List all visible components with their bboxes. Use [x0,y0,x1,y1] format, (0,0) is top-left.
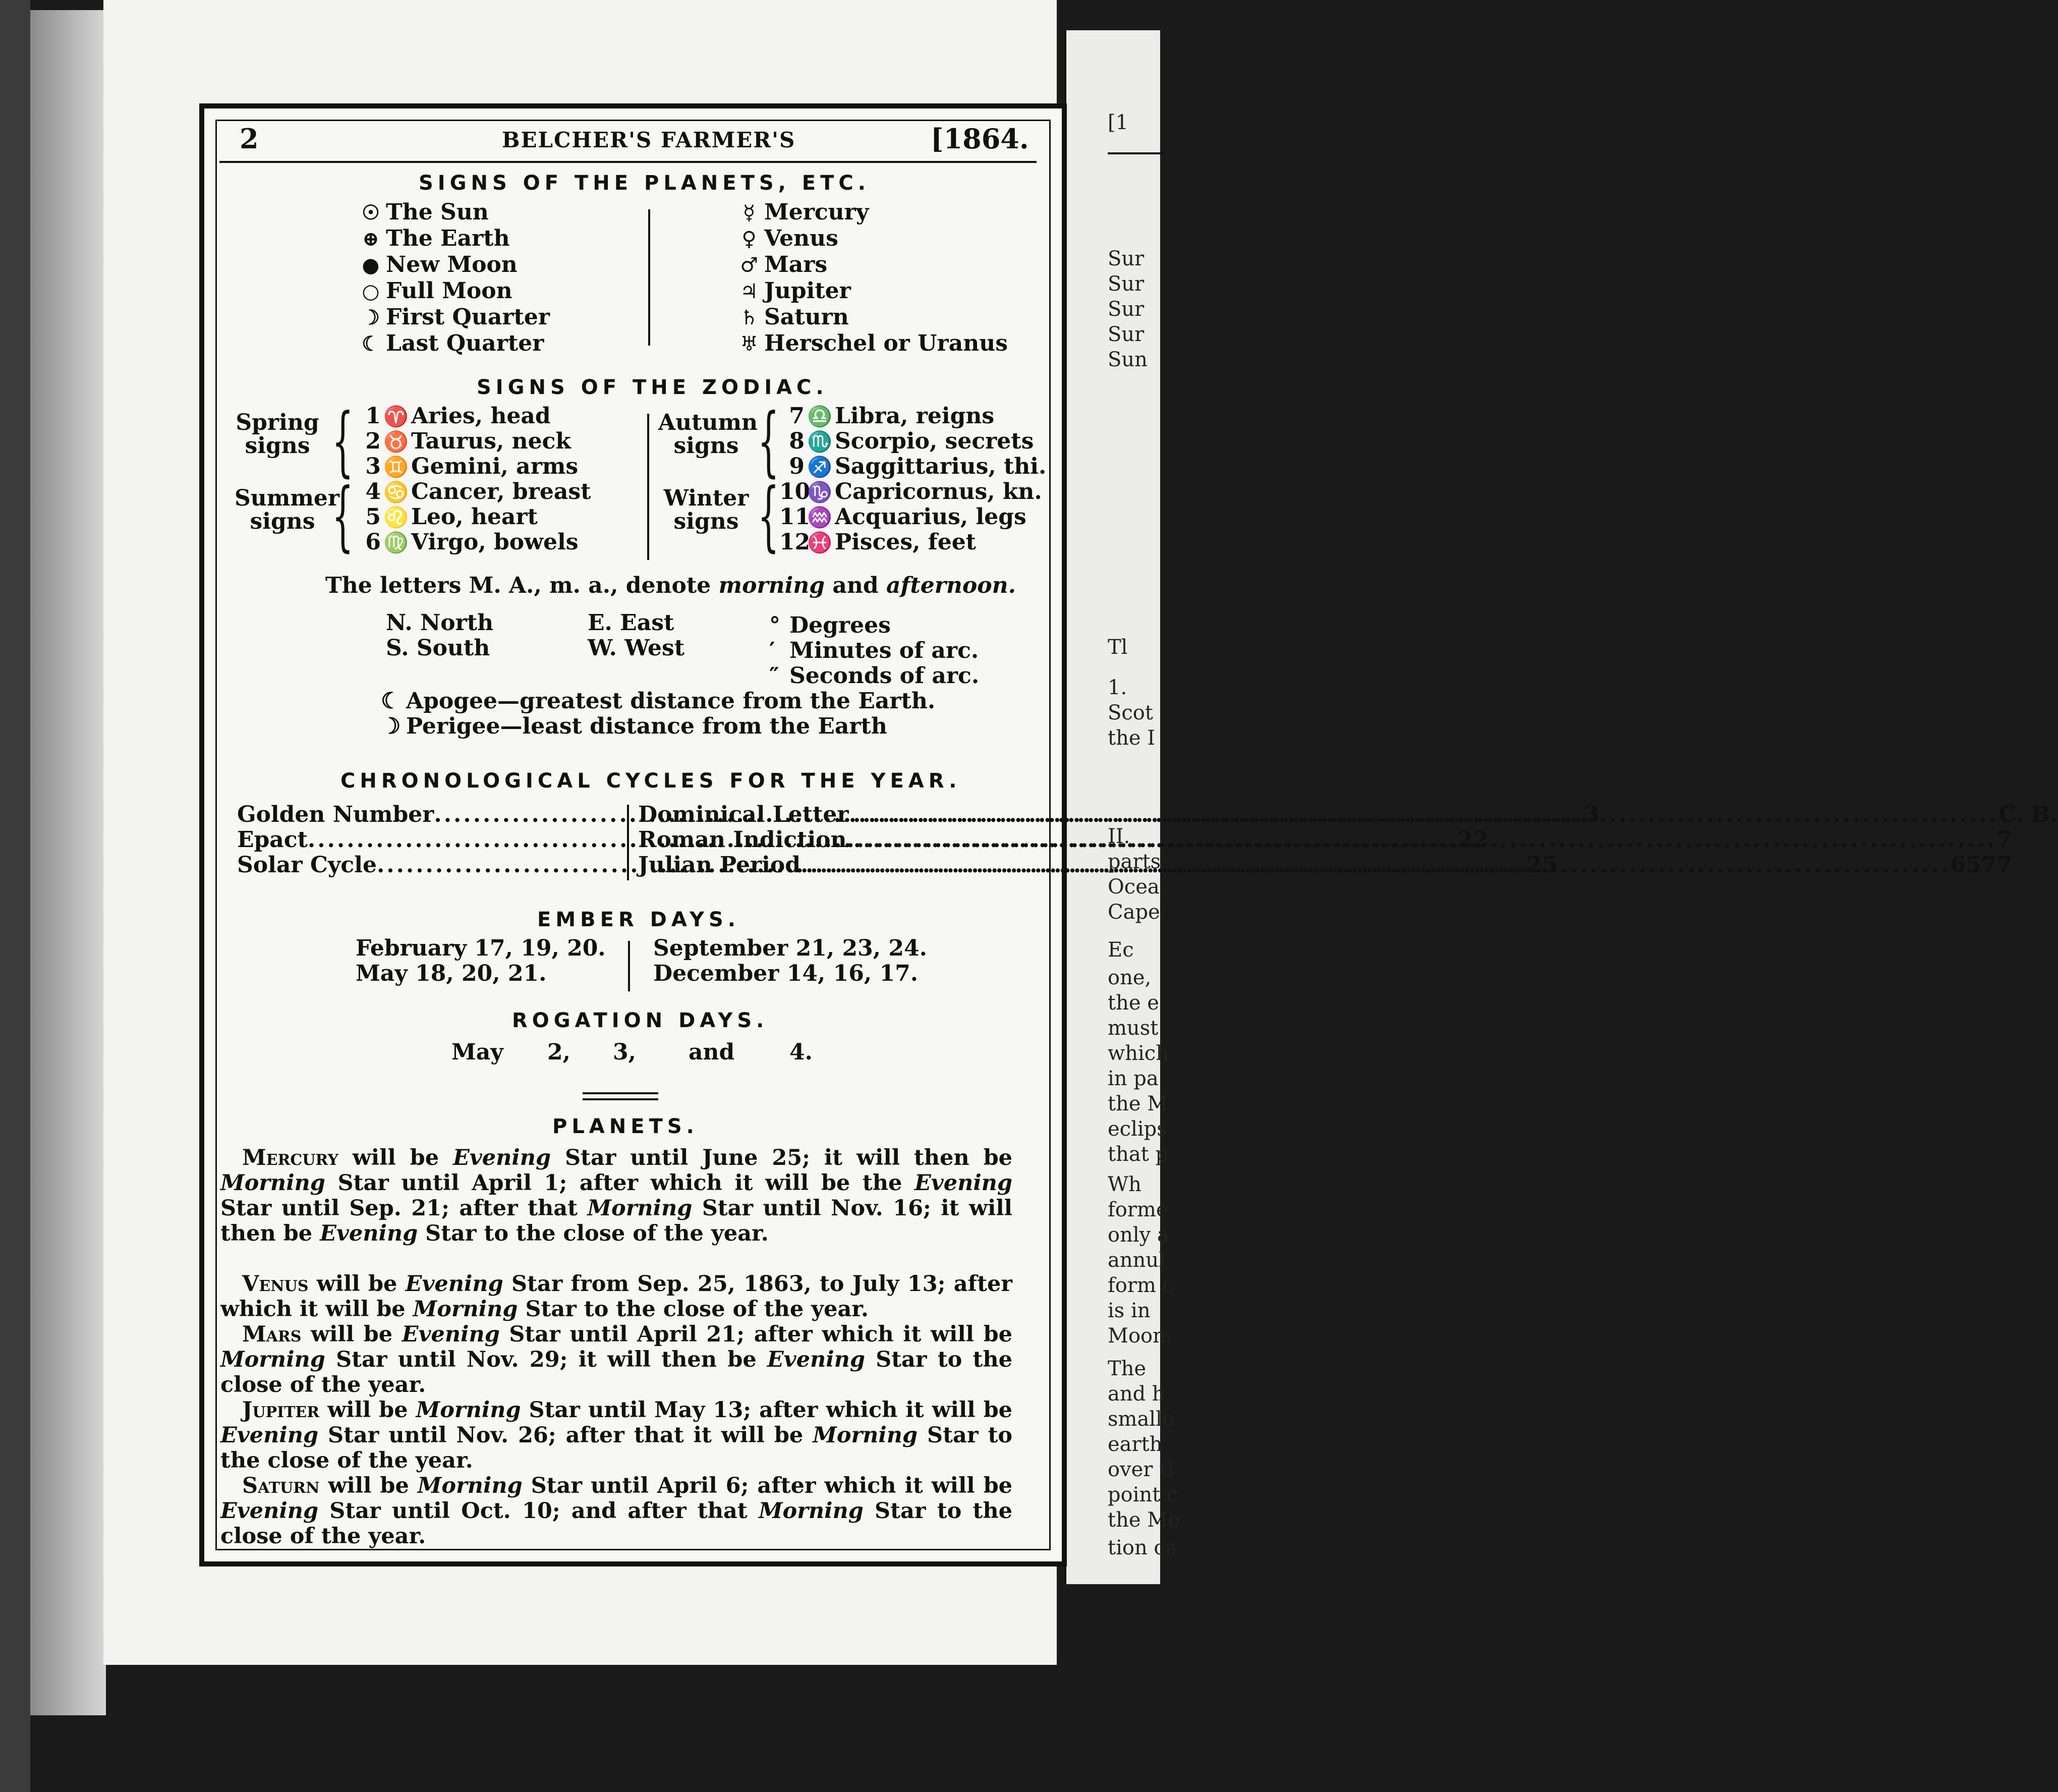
mercury-italic-4: Morning [587,1196,693,1221]
zodiac-label: Scorpio, secrets [835,428,1034,454]
mercury-text-2: Star until June 25; it will then be [551,1145,1012,1170]
ember-days-dec: December 14, 16, 17. [653,961,919,986]
planet-sign-row [734,199,1008,226]
zodiac-label: Aries, head [411,403,551,429]
dot-leader [847,827,1997,853]
arc-abbrev-text: Degrees [789,612,891,638]
ember-days-may: May 18, 20, 21. [356,961,547,986]
facing-page-text: that p [1108,1143,1169,1166]
zodiac-number: 12 [779,529,811,555]
facing-page-text: Wh [1108,1173,1141,1196]
zodiac-number: 4 [365,479,381,505]
zodiac-label: Leo, heart [411,504,538,530]
libra-icon: ♎ [807,405,832,428]
mars-text-1: will be [301,1322,402,1347]
planet-signs-divider [648,209,650,346]
winter-signs-label: Winter signs [663,485,749,534]
zodiac-row [779,505,1046,530]
letters-note-morning: morning [718,573,825,598]
scorpio-icon: ♏ [807,430,832,454]
jupiter-paragraph [220,1397,1012,1473]
aquarius-icon: ♒ [807,506,832,529]
zodiac-label: Gemini, arms [411,454,579,479]
cycle-label: Golden Number [237,802,434,827]
zodiac-number: 2 [365,428,381,454]
ember-days-left [356,936,606,986]
cycle-label: Dominical Letter [638,802,849,827]
page-gutter [30,10,106,1715]
apsis-text: Apogee—greatest distance from the Earth. [406,688,936,714]
facing-page-text: smalle [1108,1408,1174,1431]
zodiac-right-list [779,404,1046,555]
book-edge [0,0,30,1792]
mars-text-3: Star until Nov. 29; it will then be [325,1347,767,1372]
zodiac-row [779,479,1046,505]
zodiac-number: 3 [365,454,381,479]
mars-italic-2: Morning [220,1347,325,1372]
header-rule [219,161,1037,163]
planet-sign-row [356,304,550,330]
facing-page-text: over tl [1108,1458,1174,1481]
venus-icon: ♀ [741,227,757,251]
new-moon-icon: ● [362,253,380,277]
cycle-value: 22 [1457,827,1489,853]
rogation-and: and [689,1039,735,1065]
zodiac-label: Virgo, bowels [411,529,579,555]
planet-sign-row [356,330,550,357]
virgo-icon: ♍ [383,531,409,554]
mars-italic-1: Evening [402,1322,500,1347]
jupiter-text-2: Star until May 13; after which it will be [521,1397,1012,1423]
planet-sign-row [356,278,550,304]
zodiac-row [356,479,591,505]
perigee-moon-icon: ☽ [381,713,401,739]
ornament-rule-top [583,1092,658,1094]
degrees-abbrev [769,613,979,638]
capricorn-icon: ♑ [807,480,832,504]
cycle-label: Roman Indiction [638,827,847,853]
zodiac-number: 9 [789,454,805,479]
ember-days-feb: February 17, 19, 20. [356,935,606,961]
abbrev-north: N. North [386,610,494,636]
letters-note-and: and [832,573,879,598]
sagittarius-icon: ♐ [807,455,832,479]
ember-days-sep: September 21, 23, 24. [653,935,927,961]
mercury-paragraph [220,1145,1012,1246]
zodiac-label: Capricornus, kn. [835,479,1042,505]
cycle-value: 6577 [1950,852,2013,878]
planet-sign-label: Full Moon [386,278,512,304]
saturn-name: Saturn [242,1473,320,1498]
zodiac-label: Saggittarius, thi. [835,454,1047,479]
mars-text-4: Star to the close of the year. [220,1347,1012,1397]
abbrev-east: E. East [588,610,674,636]
zodiac-row [356,530,591,555]
facing-page-text: Sur [1108,323,1145,346]
saturn-text-4: Star to the close of the year. [220,1498,1012,1549]
mercury-name: Mercury [242,1145,338,1170]
facing-page-text: The [1108,1357,1147,1380]
cycle-value: 25 [1526,852,1558,878]
zodiac-label: Cancer, breast [411,479,591,505]
last-quarter-icon: ☾ [362,332,380,356]
zodiac-number: 11 [779,504,811,530]
apsides-notes [381,689,935,739]
facing-page-text: and h [1108,1382,1165,1406]
facing-page-text: the M [1108,1092,1168,1115]
mars-icon: ♂ [740,253,758,277]
facing-page-text: is in [1108,1299,1151,1322]
zodiac-row [779,530,1046,555]
mars-italic-3: Evening [767,1347,865,1372]
mercury-text-3: Star until April 1; after which it will be the [325,1170,914,1196]
facing-page-text: one, [1108,966,1152,989]
ornament-rule-bottom [583,1098,658,1100]
ember-divider [628,941,630,991]
facing-page-text: Moon. [1108,1324,1172,1348]
facing-page-text: Sur [1108,298,1145,321]
cycles-divider [627,805,629,880]
compass-abbrev-col1 [386,610,493,661]
facing-page-text: Ocea [1108,875,1160,899]
cycle-value: 7 [1996,827,2012,853]
facing-page-text: the Mo [1108,1508,1180,1532]
mercury-italic-3: Evening [914,1170,1012,1196]
uranus-icon: ♅ [740,332,758,356]
arc-mark: ′ [769,638,775,663]
facing-page-text: Tl [1108,636,1128,659]
saturn-italic-2: Evening [220,1498,319,1524]
facing-page-text: the I [1108,726,1156,750]
jupiter-italic-3: Morning [813,1423,918,1448]
facing-page-text: eclips [1108,1117,1167,1141]
dot-leader [801,853,1951,878]
cycle-row [638,802,2058,827]
cycles-heading: CHRONOLOGICAL CYCLES FOR THE YEAR. [340,769,961,793]
leo-icon: ♌ [383,506,409,529]
rogation-may: May [451,1039,503,1065]
planet-sign-label: Jupiter [764,278,851,304]
jupiter-text-4: Star to the close of the year. [220,1423,1012,1473]
facing-page-text: must [1108,1017,1159,1040]
apsis-row [381,714,935,739]
zodiac-left-list [356,404,591,555]
facing-page-text: tion ca [1108,1536,1177,1559]
letters-note-afternoon: afternoon. [886,573,1016,598]
planet-sign-label: Last Quarter [386,330,544,356]
mercury-text-1: will be [338,1145,453,1170]
planet-sign-row [734,304,1008,330]
venus-text-2: Star from Sep. 25, 1863, to July 13; after which it will be [220,1271,1012,1322]
ember-days-right [653,936,927,986]
minutes-abbrev [769,638,979,663]
saturn-italic-3: Morning [758,1498,864,1524]
facing-page-text: point c [1108,1483,1178,1506]
rogation-day-2: 2, [547,1039,570,1065]
venus-paragraph [220,1271,1012,1322]
mercury-italic-2: Morning [220,1170,325,1196]
jupiter-italic-2: Evening [220,1423,319,1448]
facing-page-rule [1108,152,1163,154]
facing-page-text: the e [1108,991,1159,1015]
jupiter-text-3: Star until Nov. 26; after that it will be [318,1423,813,1448]
facing-page-text: 1. [1108,676,1127,699]
zodiac-row [779,404,1046,429]
zodiac-row [356,404,591,429]
zodiac-row [356,429,591,454]
planet-sign-row [356,226,550,252]
facing-page-text: which [1108,1042,1169,1065]
spring-signs-label: Spring signs [236,410,319,459]
facing-page-text: in pa [1108,1067,1159,1090]
zodiac-number: 5 [365,504,381,530]
saturn-italic-1: Morning [417,1473,523,1498]
jupiter-name: Jupiter [242,1397,320,1423]
seconds-abbrev [769,663,979,689]
zodiac-number: 10 [779,479,811,505]
planets-heading: PLANETS. [552,1115,699,1138]
planet-sign-row [356,199,550,226]
facing-page-text: only a [1108,1223,1169,1247]
saturn-text-1: will be [319,1473,418,1498]
facing-page-text: annul [1108,1249,1165,1272]
planet-sign-label: Herschel or Uranus [764,330,1008,356]
sun-icon: ☉ [362,201,380,225]
planet-sign-row [734,330,1008,357]
facing-page-text: Sur [1108,272,1145,296]
facing-page-text: Scot [1108,701,1153,724]
facing-page-text: forme [1108,1198,1168,1221]
zodiac-heading: SIGNS OF THE ZODIAC. [477,376,828,399]
summer-brace-icon: { [332,472,354,560]
venus-text-3: Star to the close of the year. [518,1297,869,1322]
compass-abbrev-col2 [588,610,684,661]
saturn-paragraph [220,1473,1012,1549]
arc-abbrev-text: Minutes of arc. [789,638,979,663]
planet-sign-label: First Quarter [386,304,550,330]
mercury-italic-5: Evening [320,1221,418,1246]
zodiac-row [356,454,591,479]
jupiter-italic-1: Morning [416,1397,521,1423]
cycle-label: Epact [237,827,308,853]
planet-sign-label: The Sun [386,199,489,225]
mercury-text-5: Star until Nov. 16; it will then be [220,1196,1013,1246]
facing-page-year: [1 [1108,111,1129,134]
planet-sign-row [734,226,1008,252]
taurus-icon: ♉ [383,430,409,454]
planet-sign-label: Saturn [764,304,849,330]
facing-page-text: form c [1108,1274,1174,1297]
zodiac-row [779,454,1046,479]
mercury-text-4: Star until Sep. 21; after that [220,1196,588,1221]
page-number: 2 [240,123,259,155]
arc-abbrev-col [769,613,979,689]
abbrev-south: S. South [386,635,490,661]
arc-mark: ° [769,612,780,638]
apsis-row [381,689,935,714]
jupiter-icon: ♃ [740,279,758,303]
cycle-value: C. B. [1998,802,2058,827]
apsis-text: Perigee—least distance from the Earth [406,713,887,739]
running-title: BELCHER'S FARMER'S [502,128,796,152]
planet-signs-left [356,199,550,357]
mars-text-2: Star until April 21; after which it will be [499,1322,1013,1347]
facing-page-text: parts [1108,850,1161,873]
zodiac-row [356,505,591,530]
jupiter-text-1: will be [319,1397,416,1423]
letters-note-prefix: The letters M. A., m. a., denote [325,573,711,598]
cycle-label: Julian Period [638,852,801,878]
facing-page-text: II. [1108,825,1130,848]
planet-sign-row [356,252,550,278]
planet-sign-row [734,252,1008,278]
facing-page-text: Cape [1108,901,1160,924]
mars-name: Mars [242,1322,302,1347]
zodiac-row [779,429,1046,454]
facing-page-text: Ec [1108,938,1134,962]
planet-sign-label: Mercury [764,199,869,225]
full-moon-icon: ○ [362,279,380,303]
winter-brace-icon: { [758,472,779,560]
saturn-icon: ♄ [740,306,758,329]
mercury-icon: ☿ [742,201,756,225]
saturn-text-3: Star until Oct. 10; and after that [318,1498,759,1524]
zodiac-label: Libra, reigns [835,403,995,429]
planets-signs-heading: SIGNS OF THE PLANETS, ETC. [419,172,870,195]
venus-italic-2: Morning [413,1297,518,1322]
zodiac-label: Pisces, feet [835,529,977,555]
facing-page-text: Sun [1108,348,1148,371]
zodiac-number: 6 [365,529,381,555]
cycle-value: 3 [1584,802,1599,827]
planet-sign-label: The Earth [386,226,510,251]
gemini-icon: ♊ [383,455,409,479]
venus-name: Venus [242,1271,309,1297]
earth-icon: ⊕ [362,227,379,251]
zodiac-number: 7 [789,403,805,429]
apogee-moon-icon: ☾ [381,688,401,714]
pisces-icon: ♓ [807,531,832,554]
mercury-italic-1: Evening [453,1145,551,1170]
planet-sign-label: New Moon [386,252,518,277]
saturn-text-2: Star until April 6; after which it will be [522,1473,1012,1498]
spring-brace-icon: { [332,398,354,485]
autumn-brace-icon: { [758,398,779,485]
cancer-icon: ♋ [383,480,409,504]
planet-sign-row [734,278,1008,304]
arc-mark: ″ [769,663,779,689]
cycle-label: Solar Cycle [237,852,377,878]
zodiac-label: Taurus, neck [411,428,571,454]
planet-signs-right [734,199,1008,357]
aries-icon: ♈ [383,405,409,428]
autumn-signs-label: Autumn signs [658,410,758,459]
zodiac-number: 1 [365,403,381,429]
planet-sign-label: Mars [764,252,828,277]
dot-leader [849,802,1999,827]
venus-text-1: will be [308,1271,406,1297]
page-year: [1864. [931,123,1029,155]
arc-abbrev-text: Seconds of arc. [789,663,980,689]
zodiac-label: Acquarius, legs [835,504,1026,530]
abbrev-west: W. West [588,635,685,661]
mars-paragraph [220,1322,1012,1397]
zodiac-divider [647,414,649,560]
rogation-day-3: 3, [613,1039,636,1065]
ember-heading: EMBER DAYS. [537,908,740,931]
rogation-day-4: 4. [789,1039,813,1065]
rogation-heading: ROGATION DAYS. [512,1009,769,1032]
summer-signs-label: Summer signs [235,485,340,534]
letters-note [325,573,1016,598]
facing-page-text: earth' [1108,1433,1168,1456]
mercury-text-6: Star to the close of the year. [418,1221,769,1246]
venus-italic-1: Evening [405,1271,503,1297]
zodiac-number: 8 [789,428,805,454]
planet-sign-label: Venus [764,226,838,251]
facing-page-text: Sur [1108,247,1145,270]
first-quarter-icon: ☽ [362,306,380,329]
